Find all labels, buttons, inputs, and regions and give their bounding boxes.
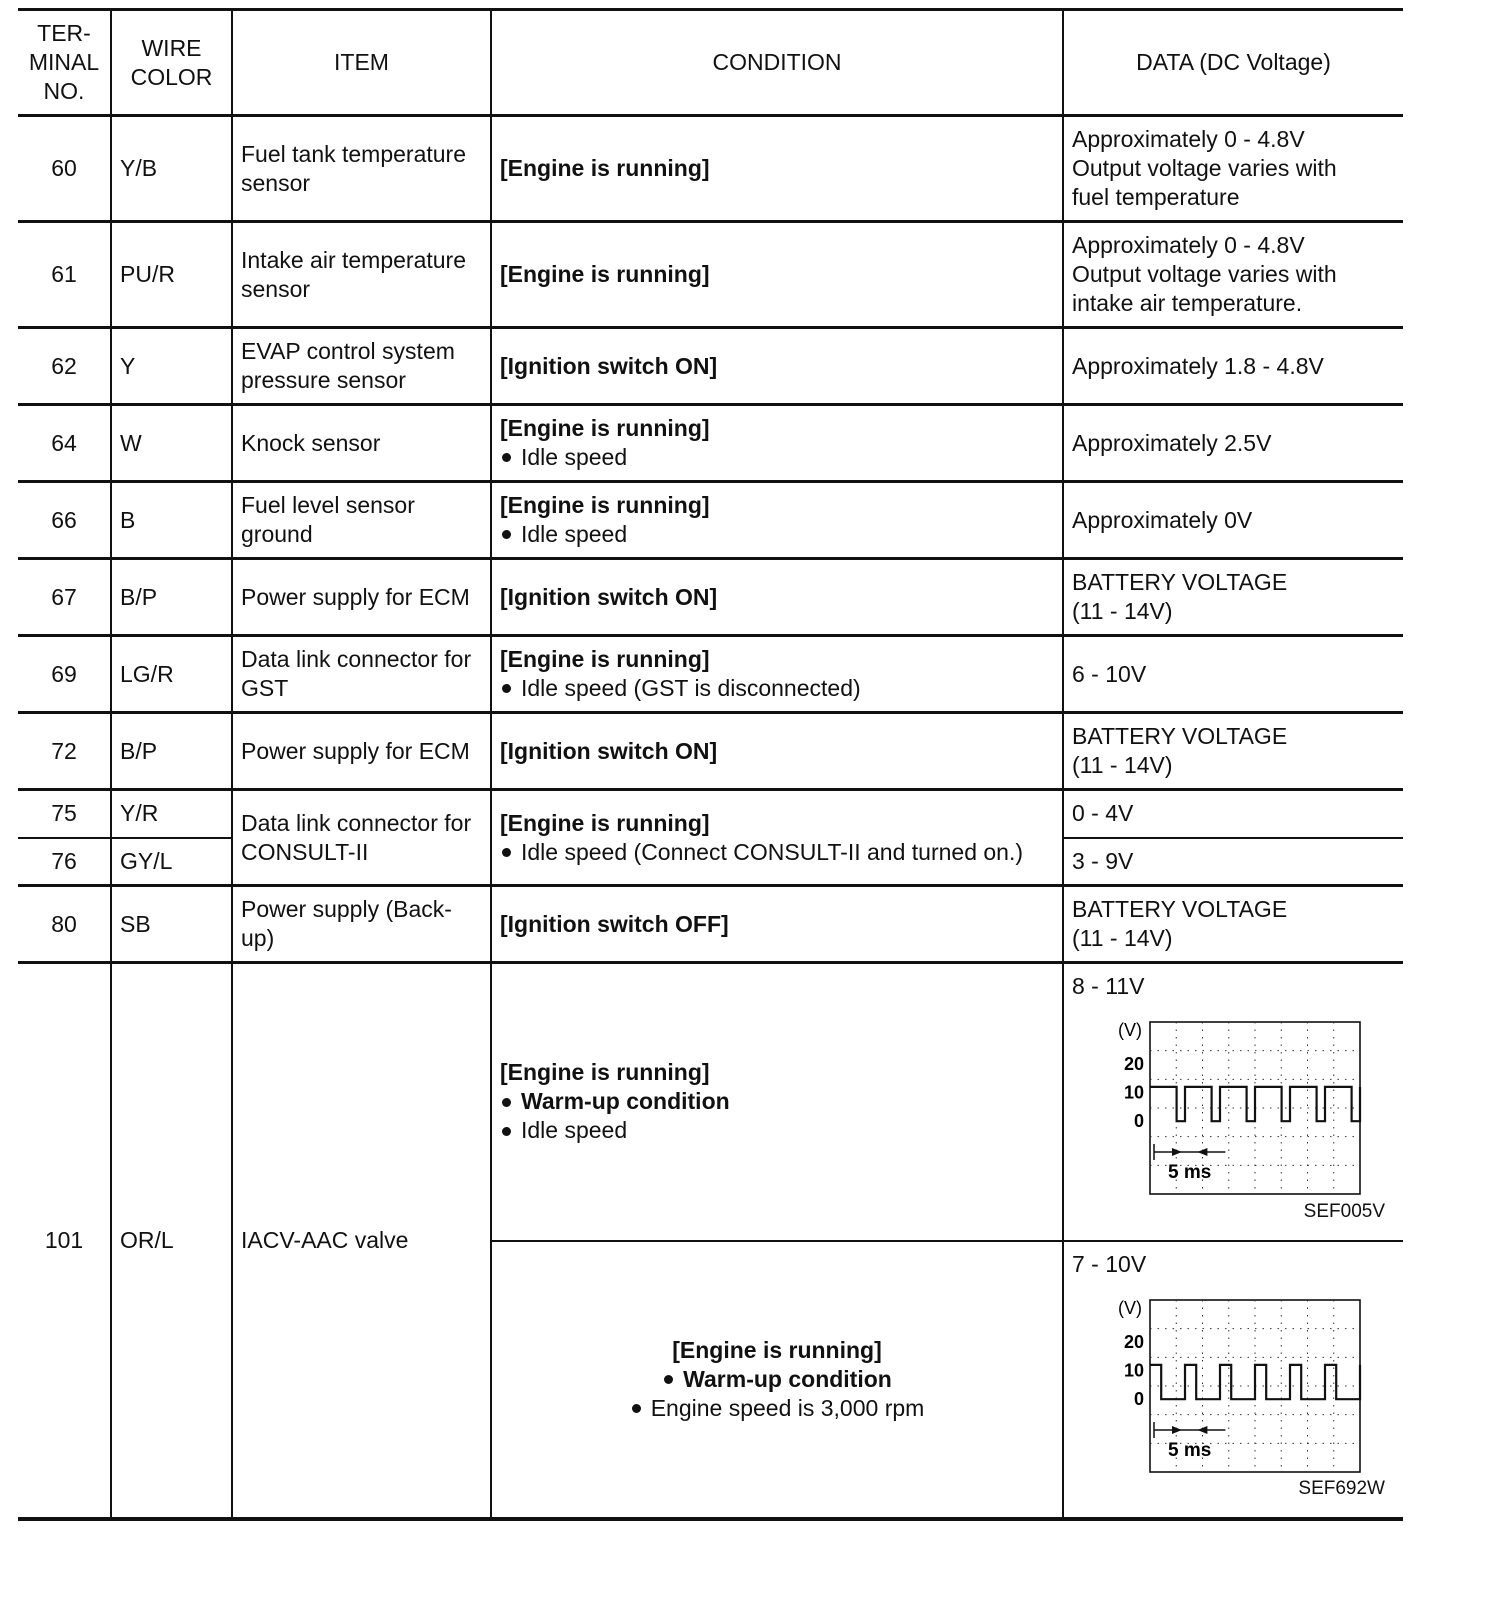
condition-heading: [Engine is running] <box>672 1336 882 1363</box>
table-row <box>18 405 1403 482</box>
condition-bullet: Idle speed (GST is disconnected) <box>500 674 1054 703</box>
condition-heading: [Engine is running] <box>500 1059 710 1086</box>
item-name: Power supply for ECM <box>232 559 491 636</box>
terminal-number: 72 <box>18 713 111 790</box>
data-value: 0 - 4V <box>1063 790 1403 838</box>
table-row <box>18 636 1403 713</box>
data-waveform-cell <box>1063 963 1403 1241</box>
data-waveform-cell <box>1063 1241 1403 1519</box>
scope-waveform <box>1150 1087 1360 1121</box>
condition <box>491 559 1063 636</box>
data-value: Approximately 0 - 4.8V Output voltage varies with fuel temperature <box>1063 116 1403 222</box>
condition <box>491 713 1063 790</box>
item-name: Fuel level sensor ground <box>232 482 491 559</box>
terminal-number: 80 <box>18 886 111 963</box>
terminal-number: 61 <box>18 222 111 328</box>
wire-color: Y/B <box>111 116 232 222</box>
bullet-dot-icon <box>632 1404 641 1413</box>
scope-arrow-icon <box>1197 1426 1207 1434</box>
condition-heading: [Engine is running] <box>500 155 710 181</box>
condition-heading: [Ignition switch ON] <box>500 583 718 610</box>
item-name: Intake air temperature sensor <box>232 222 491 328</box>
terminal-number: 60 <box>18 116 111 222</box>
scope-unit-label: (V) <box>1118 1297 1142 1318</box>
table-row <box>18 713 1403 790</box>
bullet-dot-icon <box>502 530 511 539</box>
condition-heading: [Engine is running] <box>500 415 710 441</box>
condition-heading: [Engine is running] <box>500 646 710 672</box>
condition-bullet: Idle speed <box>500 443 1054 472</box>
data-value: 6 - 10V <box>1063 636 1403 713</box>
item-name: Fuel tank temperature sensor <box>232 116 491 222</box>
item-name: Data link connector for GST <box>232 636 491 713</box>
condition <box>491 405 1063 482</box>
figure-code: SEF692W <box>1298 1477 1385 1499</box>
condition <box>491 116 1063 222</box>
condition <box>491 636 1063 713</box>
terminal-number: 64 <box>18 405 111 482</box>
table-row <box>18 790 1403 838</box>
condition-bullet: Engine speed is 3,000 rpm <box>500 1394 1054 1423</box>
data-value: BATTERY VOLTAGE (11 - 14V) <box>1063 559 1403 636</box>
condition-bullet: Idle speed (Connect CONSULT-II and turned on.) <box>500 838 1054 867</box>
condition-heading: [Engine is running] <box>500 492 710 518</box>
header-data: DATA (DC Voltage) <box>1063 10 1403 116</box>
data-value: Approximately 0 - 4.8V Output voltage varies with intake air temperature. <box>1063 222 1403 328</box>
bullet-dot-icon <box>502 1127 511 1136</box>
condition-bullet: Warm-up condition <box>500 1365 1054 1394</box>
data-value: 8 - 11V <box>1072 973 1145 999</box>
figure-code: SEF005V <box>1303 1200 1385 1222</box>
condition <box>491 963 1063 1241</box>
bullet-dot-icon <box>664 1375 673 1384</box>
bullet-dot-icon <box>502 684 511 693</box>
wire-color: LG/R <box>111 636 232 713</box>
terminal-number: 62 <box>18 328 111 405</box>
condition-heading: [Engine is running] <box>500 261 710 287</box>
ecm-terminal-table <box>18 8 1403 1521</box>
condition <box>491 790 1063 886</box>
wire-color: W <box>111 405 232 482</box>
condition-heading: [Engine is running] <box>500 809 710 836</box>
data-value: Approximately 0V <box>1063 482 1403 559</box>
wire-color: SB <box>111 886 232 963</box>
wire-color: OR/L <box>111 963 232 1519</box>
terminal-number: 101 <box>18 963 111 1519</box>
condition-heading: [Ignition switch ON] <box>500 737 718 764</box>
scope-arrow-icon <box>1172 1148 1182 1156</box>
scope-tick-label: 20 <box>1123 1054 1144 1074</box>
terminal-number: 66 <box>18 482 111 559</box>
wire-color: B <box>111 482 232 559</box>
scope-tick-label: 10 <box>1123 1082 1144 1103</box>
wire-color: GY/L <box>111 838 232 886</box>
scope-period-label: 5 ms <box>1168 1439 1212 1461</box>
item-name: Power supply (Back-up) <box>232 886 491 963</box>
condition <box>491 328 1063 405</box>
data-value: Approximately 1.8 - 4.8V <box>1063 328 1403 405</box>
wire-color: Y <box>111 328 232 405</box>
scope-period-label: 5 ms <box>1168 1162 1212 1183</box>
item-name: Power supply for ECM <box>232 713 491 790</box>
header-terminal-no: TER- MINAL NO. <box>18 10 111 116</box>
scope-arrow-icon <box>1172 1426 1182 1434</box>
condition-heading: [Ignition switch ON] <box>500 352 718 379</box>
scope-tick-label: 0 <box>1133 1111 1144 1132</box>
scope-arrow-icon <box>1197 1148 1207 1156</box>
bullet-dot-icon <box>502 453 511 462</box>
condition-bullet: Idle speed <box>500 1116 1054 1145</box>
condition <box>491 482 1063 559</box>
table-row <box>18 116 1403 222</box>
table-row <box>18 963 1403 1241</box>
item-name: Knock sensor <box>232 405 491 482</box>
header-item: ITEM <box>232 10 491 116</box>
wire-color: B/P <box>111 713 232 790</box>
data-value: 7 - 10V <box>1072 1250 1147 1277</box>
data-value: 3 - 9V <box>1063 838 1403 886</box>
table-row <box>18 482 1403 559</box>
item-name: EVAP control system pressure sensor <box>232 328 491 405</box>
table-row <box>18 559 1403 636</box>
data-value: BATTERY VOLTAGE (11 - 14V) <box>1063 886 1403 963</box>
header-row <box>18 10 1403 116</box>
table-row <box>18 222 1403 328</box>
condition-heading: [Ignition switch OFF] <box>500 910 729 937</box>
item-name: IACV-AAC valve <box>232 963 491 1519</box>
bullet-dot-icon <box>502 848 511 857</box>
terminal-number: 75 <box>18 790 111 838</box>
scope-unit-label: (V) <box>1118 1020 1142 1040</box>
terminal-number: 76 <box>18 838 111 886</box>
data-value: Approximately 2.5V <box>1063 405 1403 482</box>
scope-tick-label: 10 <box>1123 1360 1144 1381</box>
scope-waveform <box>1150 1364 1360 1398</box>
condition <box>491 886 1063 963</box>
bullet-dot-icon <box>502 1098 511 1107</box>
terminal-number: 69 <box>18 636 111 713</box>
wire-color: B/P <box>111 559 232 636</box>
wire-color: PU/R <box>111 222 232 328</box>
table-row <box>18 886 1403 963</box>
item-name: Data link connector for CONSULT-II <box>232 790 491 886</box>
scope-tick-label: 20 <box>1123 1331 1144 1352</box>
data-value: BATTERY VOLTAGE (11 - 14V) <box>1063 713 1403 790</box>
condition <box>491 1241 1063 1519</box>
table-row <box>18 328 1403 405</box>
header-wire-color: WIRE COLOR <box>111 10 232 116</box>
condition-bullet: Idle speed <box>500 520 1054 549</box>
terminal-number: 67 <box>18 559 111 636</box>
header-condition: CONDITION <box>491 10 1063 116</box>
condition-bullet: Warm-up condition <box>500 1087 1054 1116</box>
scope-tick-label: 0 <box>1133 1388 1144 1409</box>
wire-color: Y/R <box>111 790 232 838</box>
condition <box>491 222 1063 328</box>
